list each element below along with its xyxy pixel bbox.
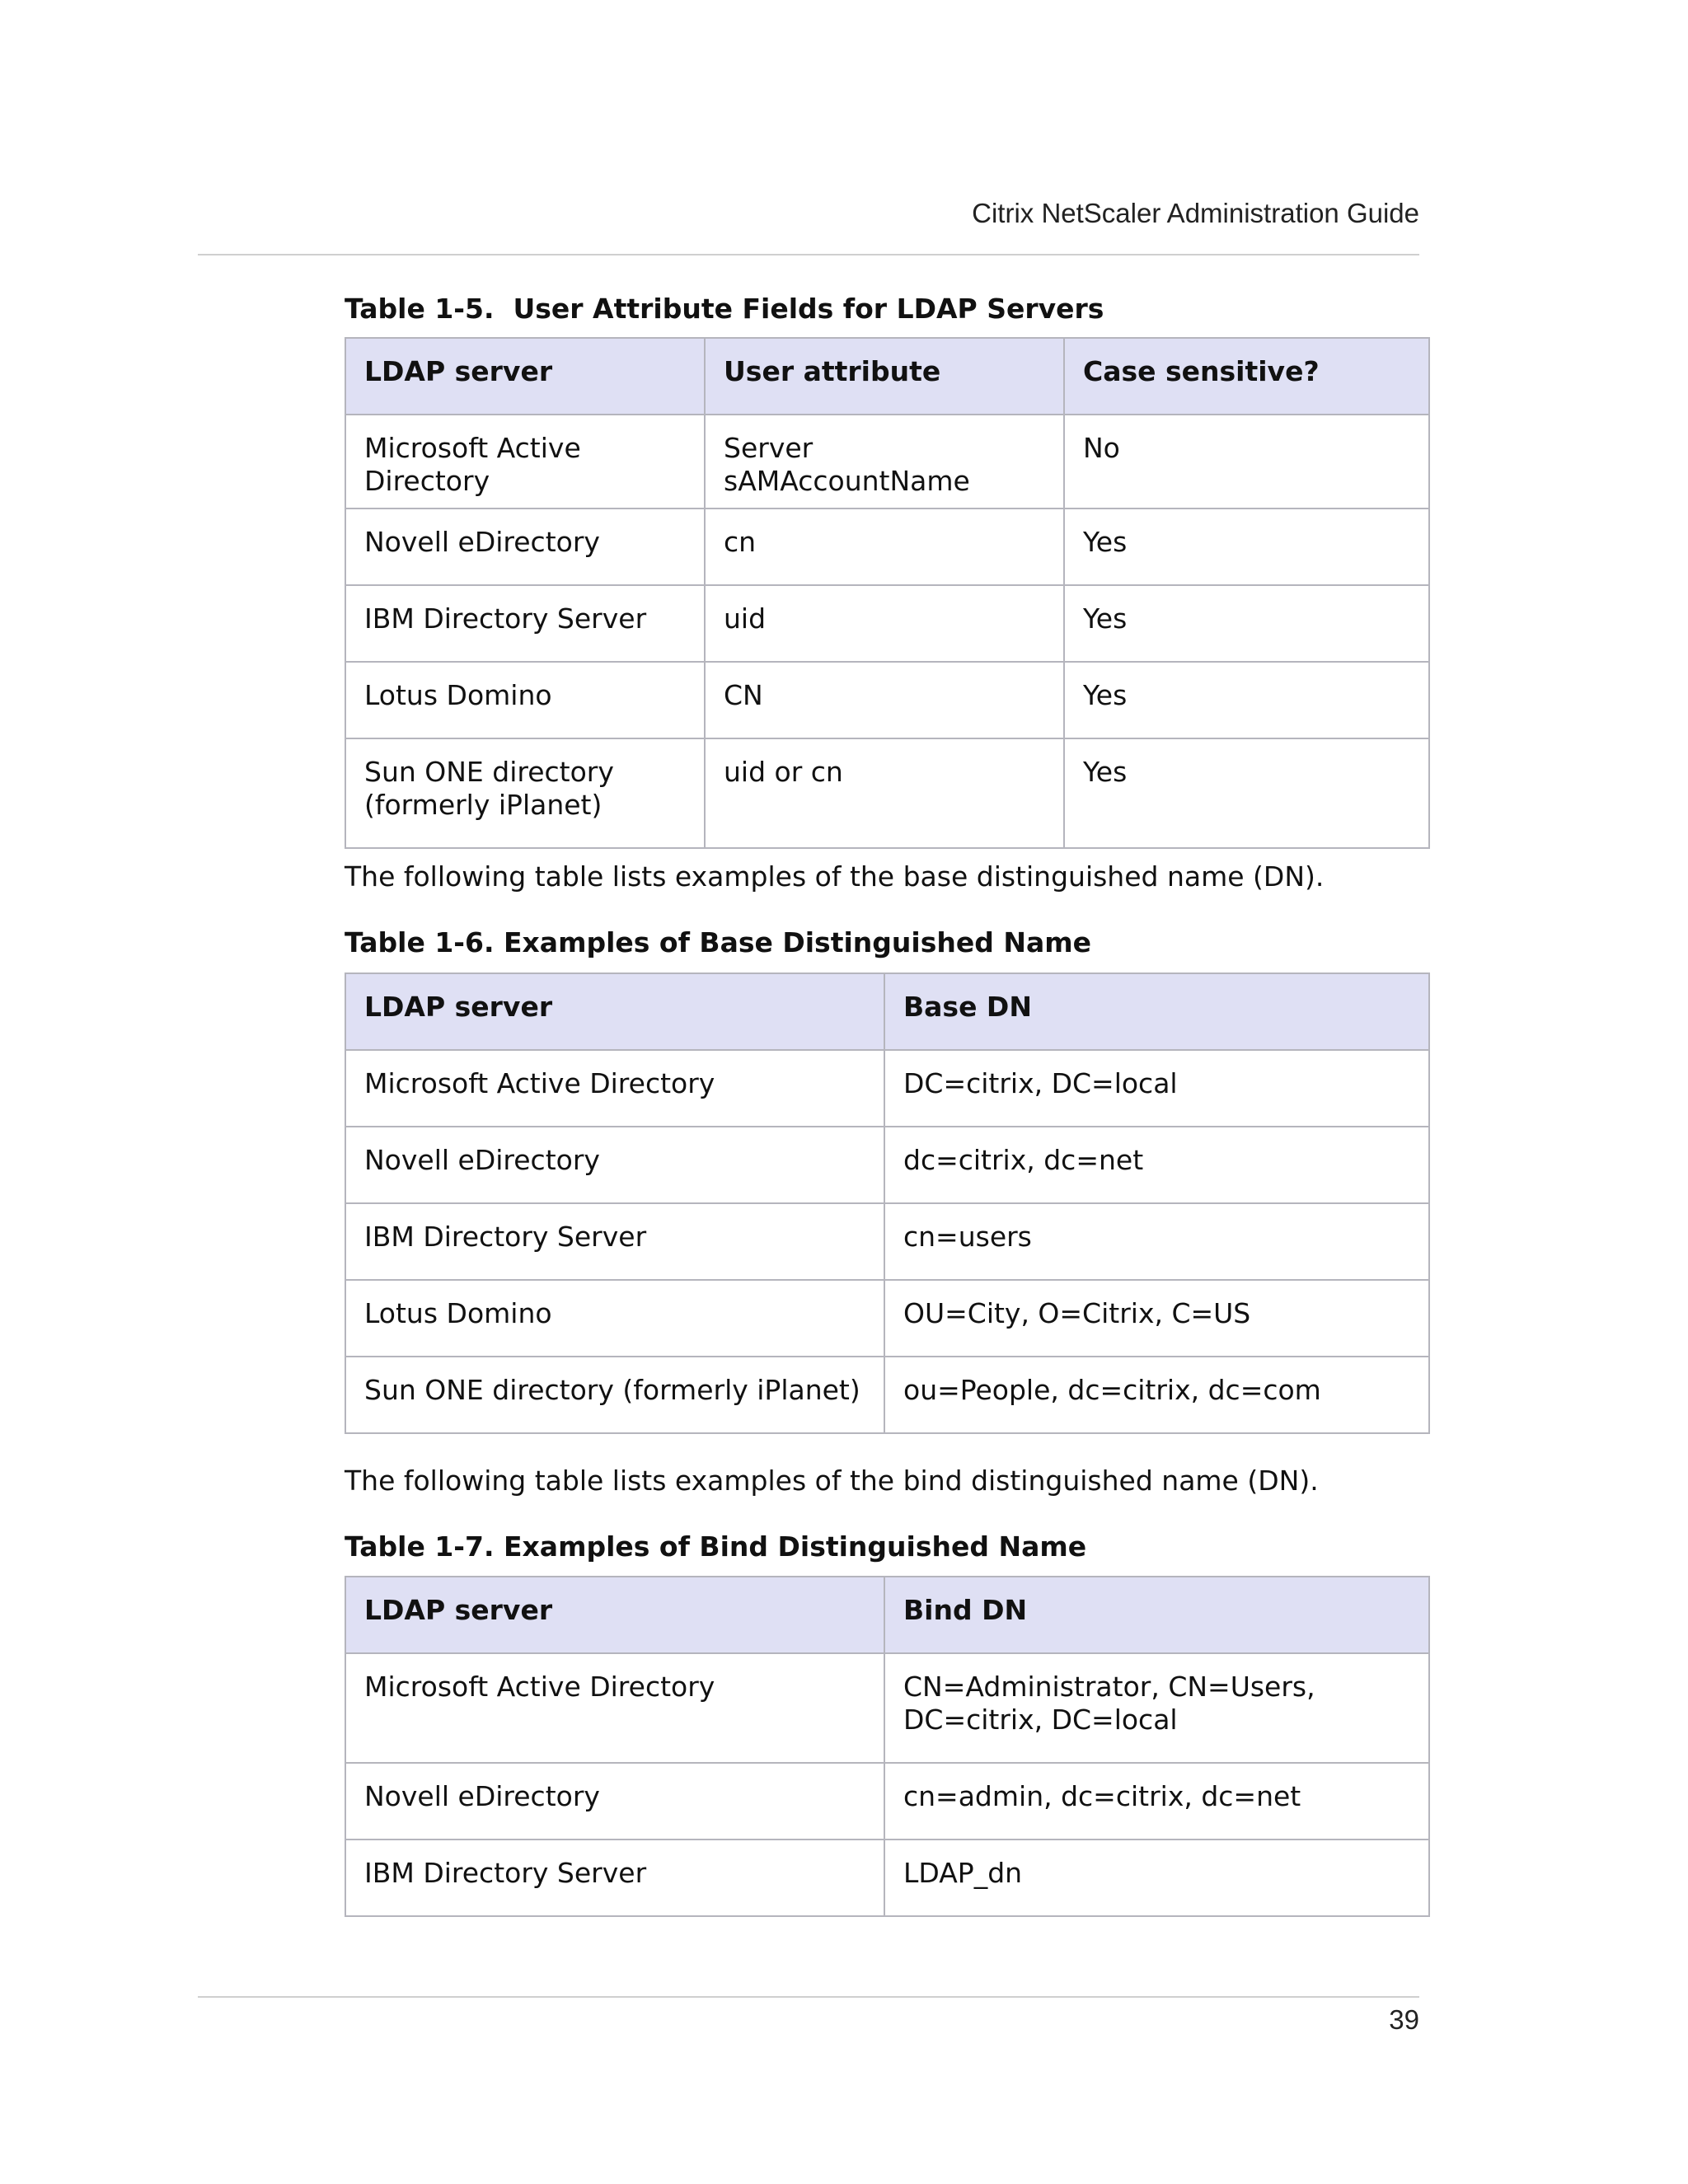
table-header-row <box>345 338 1429 415</box>
column-header: User attribute <box>705 338 1064 415</box>
table-1-7-caption: Table 1-7. Examples of Bind Distinguished Name <box>345 1530 1087 1563</box>
table-cell: Sun ONE directory (formerly iPlanet) <box>345 738 705 848</box>
column-header: Bind DN <box>884 1577 1429 1653</box>
table-cell: cn=users <box>884 1203 1429 1280</box>
column-header: LDAP server <box>345 973 884 1050</box>
table-cell: Microsoft Active Directory <box>345 1050 884 1127</box>
table-cell: IBM Directory Server <box>345 585 705 662</box>
table-row <box>345 662 1429 738</box>
table-row <box>345 1127 1429 1203</box>
user-attribute-fields-table <box>345 337 1430 849</box>
table-row <box>345 415 1429 509</box>
table-header-row <box>345 1577 1429 1653</box>
table-cell: IBM Directory Server <box>345 1840 884 1916</box>
running-header: Citrix NetScaler Administration Guide <box>972 198 1419 228</box>
table-cell: LDAP_dn <box>884 1840 1429 1916</box>
column-header: Base DN <box>884 973 1429 1050</box>
table-cell: cn=admin, dc=citrix, dc=net <box>884 1763 1429 1840</box>
table-cell: Novell eDirectory <box>345 1127 884 1203</box>
column-header: LDAP server <box>345 338 705 415</box>
column-header: Case sensitive? <box>1064 338 1429 415</box>
table-cell: Lotus Domino <box>345 662 705 738</box>
footer-divider <box>198 1996 1419 1998</box>
table-cell: Yes <box>1064 738 1429 848</box>
table-row <box>345 509 1429 585</box>
table-cell: IBM Directory Server <box>345 1203 884 1280</box>
table-cell: uid or cn <box>705 738 1064 848</box>
table-cell: DC=citrix, DC=local <box>884 1050 1429 1127</box>
table-cell: cn <box>705 509 1064 585</box>
table-row <box>345 1763 1429 1840</box>
column-header: LDAP server <box>345 1577 884 1653</box>
table-cell: CN=Administrator, CN=Users, DC=citrix, DC=local <box>884 1653 1429 1763</box>
bind-dn-examples-table <box>345 1576 1430 1917</box>
base-dn-examples-table <box>345 972 1430 1434</box>
table-row <box>345 1280 1429 1357</box>
table-cell: uid <box>705 585 1064 662</box>
page-number: 39 <box>1389 2004 1419 2035</box>
table-cell: CN <box>705 662 1064 738</box>
table-header-row <box>345 973 1429 1050</box>
table-cell: Server sAMAccountName <box>705 415 1064 509</box>
table-row <box>345 1840 1429 1916</box>
table-cell: No <box>1064 415 1429 509</box>
table-cell: Novell eDirectory <box>345 509 705 585</box>
bind-dn-intro-paragraph: The following table lists examples of the bind distinguished name (DN). <box>345 1465 1319 1497</box>
table-cell: Yes <box>1064 585 1429 662</box>
table-row <box>345 585 1429 662</box>
table-row <box>345 1050 1429 1127</box>
table-cell: dc=citrix, dc=net <box>884 1127 1429 1203</box>
table-cell: Microsoft Active Directory <box>345 415 705 509</box>
table-cell: Microsoft Active Directory <box>345 1653 884 1763</box>
table-cell: Lotus Domino <box>345 1280 884 1357</box>
base-dn-intro-paragraph: The following table lists examples of the base distinguished name (DN). <box>345 860 1325 893</box>
table-row <box>345 738 1429 848</box>
table-cell: Sun ONE directory (formerly iPlanet) <box>345 1357 884 1433</box>
table-cell: Yes <box>1064 509 1429 585</box>
table-row <box>345 1203 1429 1280</box>
table-cell: Novell eDirectory <box>345 1763 884 1840</box>
header-divider <box>198 254 1419 255</box>
table-cell: OU=City, O=Citrix, C=US <box>884 1280 1429 1357</box>
table-1-6-caption: Table 1-6. Examples of Base Distinguished Name <box>345 926 1091 958</box>
table-cell: Yes <box>1064 662 1429 738</box>
table-1-5-caption: Table 1-5. User Attribute Fields for LDAP Servers <box>345 293 1104 325</box>
table-row <box>345 1357 1429 1433</box>
table-row <box>345 1653 1429 1763</box>
table-cell: ou=People, dc=citrix, dc=com <box>884 1357 1429 1433</box>
